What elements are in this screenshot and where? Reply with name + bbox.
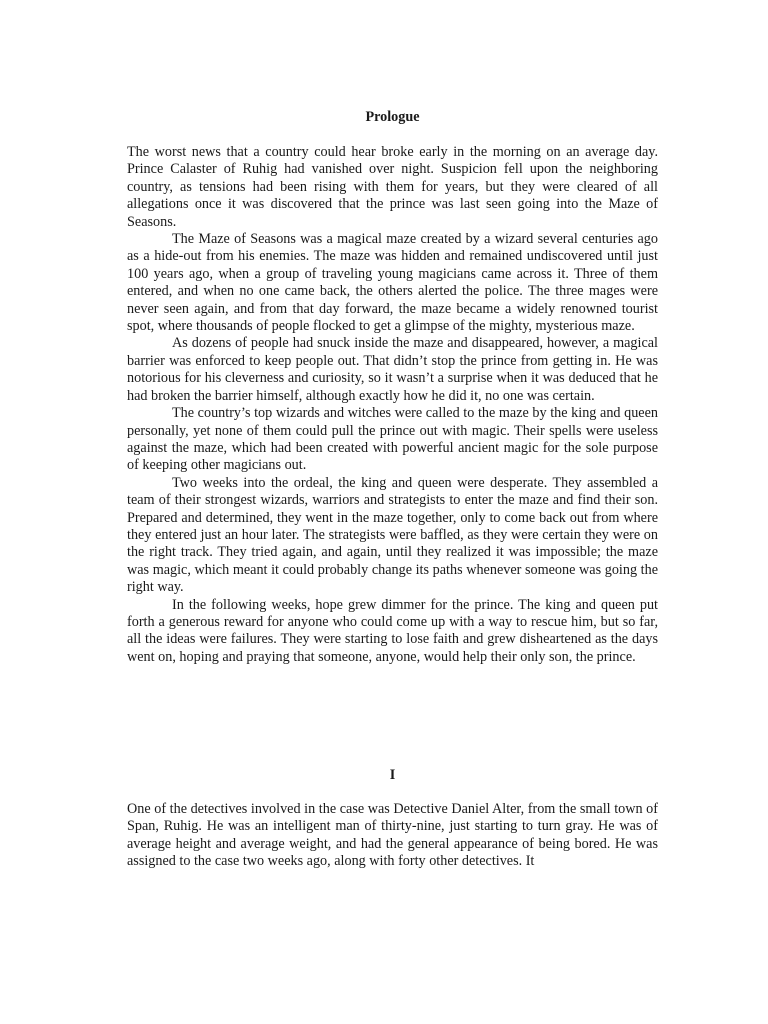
chapter-one-body (127, 801, 658, 871)
prologue-body (127, 144, 658, 666)
prologue-heading: Prologue (365, 109, 420, 125)
prologue-paragraph-2: The Maze of Seasons was a magical maze created by a wizard several centuries ago as a hide-out from his enemies. The maze was hidden and remained undiscovered until just 100 years ago, when a group of traveling young magicians came across it. Three of them entered, and when no one came back, the others alerted the police. The three mages were never seen again, and from that day forward, the maze became a widely renowned tourist spot, where thousands of people flocked to get a glimpse of the mighty, mysterious maze. (127, 231, 658, 335)
prologue-paragraph-4: The country’s top wizards and witches were called to the maze by the king and queen personally, yet none of them could pull the prince out with magic. Their spells were useless against the maze, which had been created with powerful ancient magic for the sole purpose of keeping other magicians out. (127, 405, 658, 474)
prologue-paragraph-3: As dozens of people had snuck inside the maze and disappeared, however, a magical barrier was enforced to keep people out. That didn’t stop the prince from getting in. He was notorious for his cleverness and curiosity, so it wasn’t a surprise when it was deduced that he had broken the barrier himself, although exactly how he did it, no one was certain. (127, 335, 658, 404)
prologue-paragraph-5: Two weeks into the ordeal, the king and queen were desperate. They assembled a team of their strongest wizards, warriors and strategists to enter the maze and find their son. Prepared and determined, they went in the maze together, only to come back out from where they entered just an hour later. The strategists were baffled, as they were certain they were on the right track. They tried again, and again, until they realized it was impossible; the maze was magic, which meant it could probably change its paths whenever someone was going the right way. (127, 474, 658, 596)
prologue-paragraph-6: In the following weeks, hope grew dimmer for the prince. The king and queen put forth a generous reward for anyone who could come up with a way to rescue him, but so far, all the ideas were failures. They were starting to lose faith and grew disheartened as the days went on, hoping and praying that someone, anyone, would help their only son, the prince. (127, 596, 658, 665)
prologue-paragraph-1: The worst news that a country could hear broke early in the morning on an average day. Prince Calaster of Ruhig had vanished over night. Suspicion fell upon the neighboring country, as tensions had been rising with them for years, but they were cleared of all allegations once it was discovered that the prince was last seen going into the Maze of Seasons. (127, 144, 658, 230)
chapter-one-heading: I (389, 767, 396, 783)
chapter-one-paragraph-1: One of the detectives involved in the case was Detective Daniel Alter, from the small town of Span, Ruhig. He was an intelligent man of thirty-nine, just starting to turn gray. He was of average height and average weight, and had the general appearance of being bored. He was assigned to the case two weeks ago, along with forty other detectives. It (127, 801, 658, 870)
